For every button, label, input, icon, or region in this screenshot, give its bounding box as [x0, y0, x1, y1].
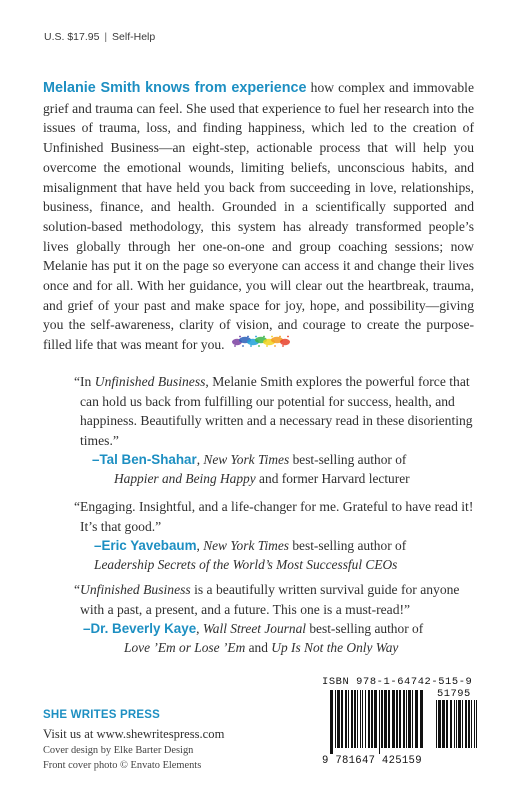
cover-photo-credit: Front cover photo © Envato Elements: [43, 760, 202, 771]
barcode-bar: [476, 700, 477, 748]
endorser-works: Leadership Secrets of the World’s Most Successful CEOs: [94, 557, 398, 573]
ornament-droplet: [287, 336, 289, 338]
barcode-bar: [399, 690, 401, 748]
ean-barcode: [330, 690, 426, 754]
ornament-droplet: [234, 345, 236, 347]
endorser-works: Love ’Em or Lose ’Em and Up Is Not the Only Way: [124, 640, 399, 656]
barcode-bar: [362, 690, 363, 748]
barcode-bar: [408, 690, 411, 748]
barcode-bar: [335, 690, 336, 748]
barcode-bar: [450, 700, 452, 748]
barcode-bar: [337, 690, 340, 748]
ornament-droplet: [242, 345, 244, 347]
endorsement-quote-1: [74, 372, 480, 488]
barcode-bar: [379, 690, 380, 754]
barcode-bar: [465, 700, 467, 748]
endorser-publication: New York Times: [203, 538, 290, 554]
barcode-bar: [438, 700, 441, 748]
quote-text: “In Unfinished Business, Melanie Smith explores the powerful force that can hold us back from fulfilling our potential for success, health, and happiness. Beautifully written and a necessary read in these disorienting times.”: [74, 374, 473, 448]
barcode-bar: [403, 690, 405, 748]
barcode-bar: [471, 700, 472, 748]
barcode-bar: [330, 690, 333, 754]
ornament-droplet: [247, 336, 249, 338]
quote-text: “Unfinished Business is a beautifully written survival guide for anyone with a past, a present, and a future. This one is a must-read!”: [74, 582, 460, 617]
endorser-publication: New York Times: [203, 452, 290, 468]
ornament-droplet: [250, 345, 252, 347]
barcode-bar: [446, 700, 448, 748]
cover-design-credit: Cover design by Elke Barter Design: [43, 745, 194, 756]
quote-text: “Engaging. Insightful, and a life-changer for me. Grateful to have read it! It’s that good.”: [74, 499, 474, 534]
barcode-bar: [396, 690, 398, 748]
barcode-bar: [365, 690, 366, 748]
barcode-bar: [351, 690, 353, 748]
ornament-droplet: [279, 336, 281, 338]
barcode-bar: [436, 700, 437, 748]
ornament-droplet: [282, 345, 284, 347]
endorser-works: Happier and Being Happy and former Harvard lecturer: [114, 471, 410, 487]
endorser-name: –Dr. Beverly Kaye: [83, 621, 197, 637]
price-separator: |: [104, 31, 108, 43]
barcode-bar: [420, 690, 423, 748]
price-category-line: [44, 31, 155, 43]
blurb-lead: Melanie Smith knows from experience: [43, 80, 307, 96]
ean-digits-label: 9 781647 425159: [322, 755, 422, 767]
barcode-bar: [458, 700, 461, 748]
barcode-bar: [406, 690, 407, 748]
barcode-bar: [360, 690, 361, 748]
barcode-bar: [392, 690, 395, 748]
ornament-droplet: [263, 336, 265, 338]
barcode-bar: [462, 700, 463, 748]
barcode-bar: [442, 700, 445, 748]
barcode-bar: [384, 690, 387, 748]
barcode-bar: [374, 690, 377, 748]
blurb-body: how complex and immovable grief and trauma can feel. She used that experience to fuel her research into the issues of trauma, loss, and finding happiness, which led to the creation of Unfinished Business—an eight-step, actionable process that will help you overcome the emotional wounds, limiting beliefs, unconscious habits, and misalignment that have held you back from succeeding in love, relationships, business, finance, and health. Grounded in a scientifically supported and solution-based methodology, this system has already transformed people’s lives globally through her one-on-one and group coaching sessions; now Melanie has put it on the page so everyone can access it and change their lives once and for all. With her guidance, you will clear out the heartbreak, trauma, and grief of your past and make space for joy, hope, and possibility—giving you the self-awareness, clarity of vision, and courage to create the purpose-filled life that was meant for you.: [43, 80, 474, 353]
quote-book-title: Unfinished Business: [94, 374, 206, 389]
quote-book-title: Unfinished Business: [80, 582, 191, 597]
barcode-bar: [345, 690, 347, 748]
barcode-bar: [456, 700, 457, 748]
endorsement-quote-2: [74, 497, 480, 574]
isbn-label: ISBN 978-1-64742-515-9: [322, 676, 473, 688]
quote-attribution: –Tal Ben-Shahar, New York Times best-selling author of Happier and Being Happy and former Harvard lecturer: [80, 450, 480, 488]
rainbow-splash-icon: [229, 334, 293, 348]
category-label: Self-Help: [112, 31, 156, 43]
endorsement-quote-3: [74, 580, 480, 657]
barcode-bar: [348, 690, 349, 748]
endorser-name: –Tal Ben-Shahar: [92, 452, 197, 468]
price-code-label: 51795: [437, 688, 471, 700]
publisher-name: SHE WRITES PRESS: [43, 709, 160, 721]
ornament-droplet: [271, 336, 273, 338]
barcode-bar: [368, 690, 370, 748]
barcode-bar: [454, 700, 455, 748]
price-barcode: [436, 700, 480, 754]
endorser-publication: Wall Street Journal: [202, 621, 307, 637]
ornament-droplet: [239, 336, 241, 338]
barcode-bar: [388, 690, 390, 748]
barcode-bar: [354, 690, 356, 748]
endorser-name: –Eric Yavebaum: [94, 538, 197, 554]
ornament-splash: [280, 339, 290, 345]
quote-attribution: –Eric Yavebaum, New York Times best-selling author of Leadership Secrets of the World’s Most Successful CEOs: [80, 536, 480, 574]
barcode-bar: [371, 690, 373, 748]
barcode-bar: [468, 700, 470, 748]
barcode-bar: [474, 700, 475, 748]
ornament-droplet: [255, 336, 257, 338]
barcode-bar: [357, 690, 358, 748]
ornament-droplet: [266, 345, 268, 347]
book-blurb: [43, 78, 474, 355]
ornament-droplet: [258, 345, 260, 347]
ornament-droplet: [274, 345, 276, 347]
publisher-website: Visit us at www.shewritespress.com: [43, 727, 225, 741]
price-label: U.S. $17.95: [44, 31, 100, 43]
barcode-bar: [341, 690, 343, 748]
quote-attribution: –Dr. Beverly Kaye, Wall Street Journal best-selling author of Love ’Em or Lose ’Em and Up Is Not the Only Way: [80, 619, 480, 657]
barcode-bar: [381, 690, 383, 748]
barcode-bar: [412, 690, 413, 748]
barcode-bar: [415, 690, 418, 748]
